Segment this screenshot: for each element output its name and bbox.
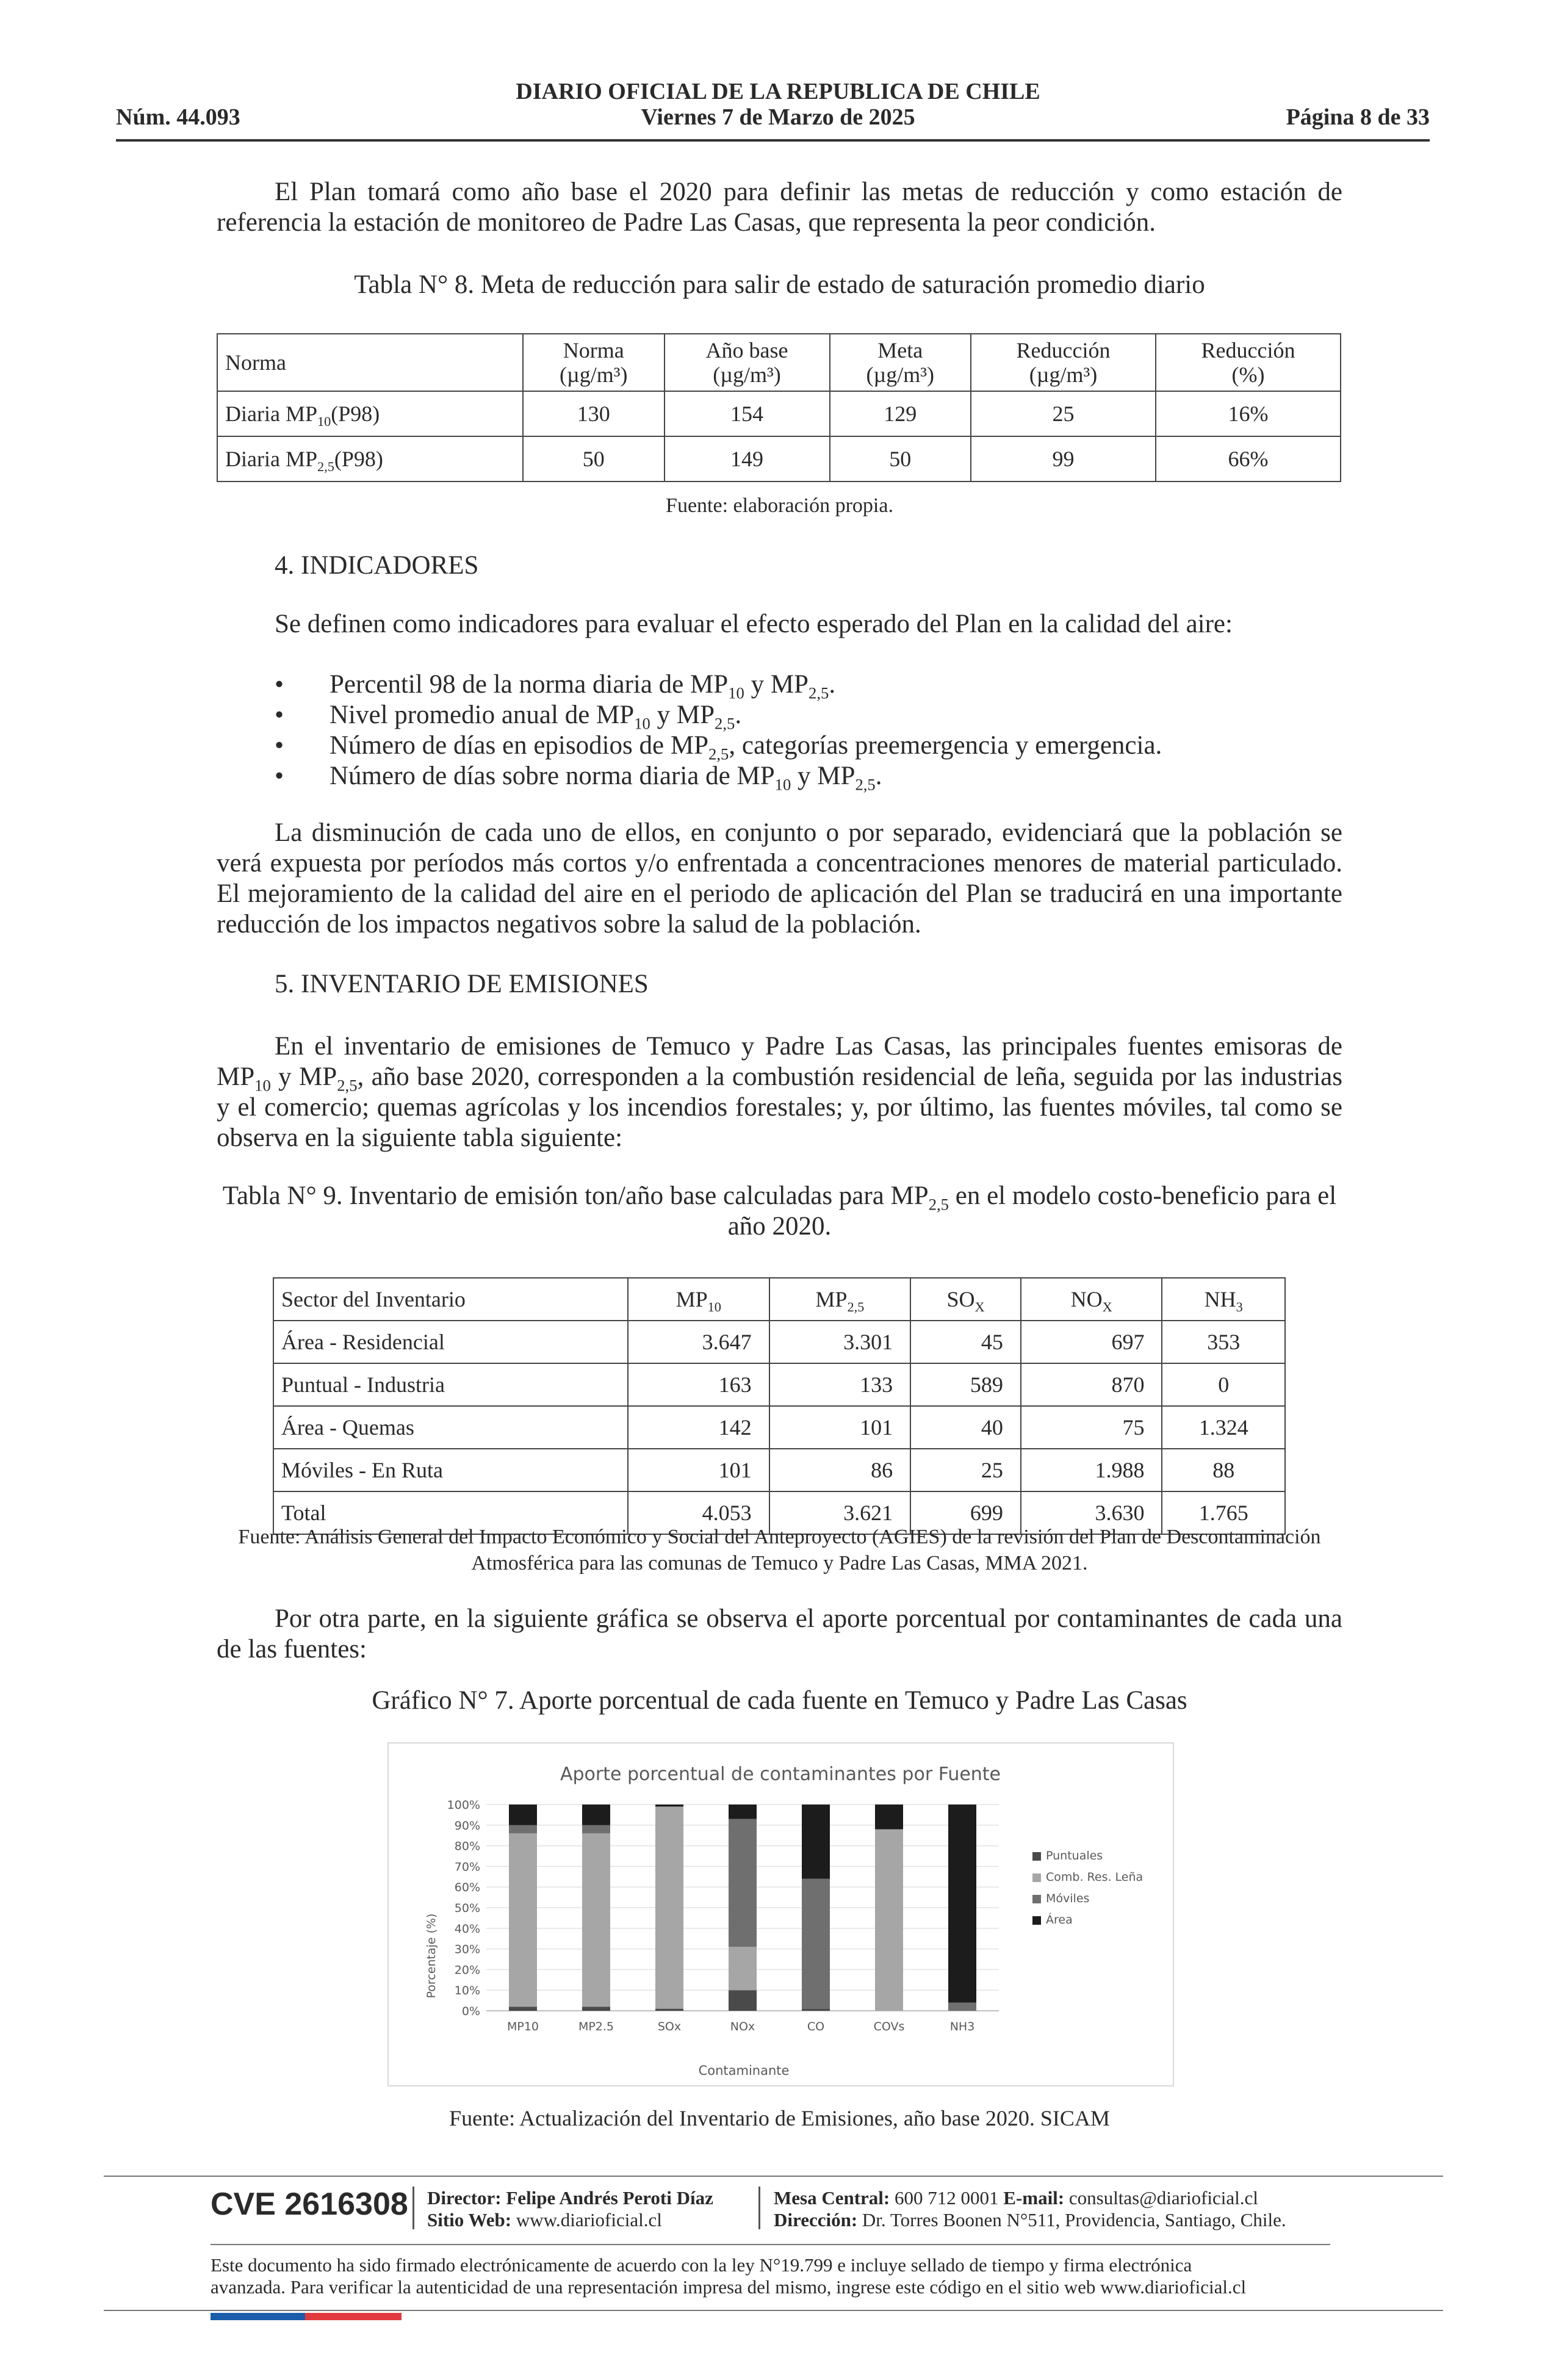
cell: 697 [1021, 1321, 1162, 1363]
bar-segment [655, 2009, 683, 2011]
cell: 589 [910, 1363, 1021, 1406]
y-tick-label: 30% [454, 1942, 480, 1956]
row-label: Diaria $MP_{2,5}(P98)$ [217, 436, 523, 481]
header-cell: $NO_X$ [1021, 1278, 1162, 1321]
bar-segment [948, 1805, 976, 2002]
cell: 86 [769, 1449, 911, 1491]
x-tick-labels [507, 2020, 974, 2033]
table8-header-reduccion: Reducción (µg/m³) [971, 334, 1156, 391]
y-tick-labels [447, 1798, 480, 2018]
y-tick-label: 40% [454, 1922, 480, 1936]
bar-segment [582, 1825, 610, 1834]
x-tick-label: COVs [873, 2020, 905, 2033]
y-tick-label: 0% [461, 2005, 480, 2018]
legend-swatch [1032, 1895, 1041, 1903]
bar-segment [655, 1806, 683, 2008]
table8-header-norma-val: Norma (µg/m³) [523, 334, 665, 391]
y-tick-label: 50% [454, 1902, 480, 1915]
y-axis-label: Porcentaje (%) [425, 1913, 438, 1999]
cell: 66% [1156, 436, 1341, 481]
bar-segment [729, 1805, 757, 1819]
footer-director-block: Director: Felipe Andrés Peroti Díaz Sitio Web: www.diarioficial.cl [427, 2187, 713, 2230]
x-tick-label: MP2.5 [578, 2020, 614, 2033]
table9-source: Fuente: Análisis General del Impacto Económico y Social del Anteproyecto (AGIES) de la revisión del Plan de Descontaminación Atmosférica para las comunas de Temuco y Padre Las Casas, MMA 2021. [238, 1526, 1321, 1574]
y-tick-label: 20% [454, 1963, 480, 1977]
cell: 130 [523, 391, 665, 436]
footer-contact-block: Mesa Central: 600 712 0001 E-mail: consultas@diarioficial.cl Dirección: Dr. Torres Boonen N°511, Providencia, Santiago, Chile. [774, 2187, 1286, 2230]
bar-segment [509, 1825, 537, 1834]
cell: 45 [910, 1321, 1021, 1363]
bar-segment [729, 1947, 757, 1990]
cell: 99 [971, 436, 1156, 481]
cell: 1.988 [1021, 1449, 1162, 1491]
table8-header-meta: Meta (µg/m³) [830, 334, 971, 391]
section4-title: 4. INDICADORES [275, 551, 479, 580]
cell: 75 [1021, 1406, 1162, 1449]
header-cell: $MP_{2,5}$ [769, 1278, 911, 1321]
section4-intro: Se definen como indicadores para evaluar el efecto esperado del Plan en la calidad del aire: [275, 610, 1233, 638]
cell: 50 [523, 436, 665, 481]
cell: Área - Residencial [273, 1321, 628, 1363]
publication-date: Viernes 7 de Marzo de 2025 [641, 104, 915, 130]
legend-label: Área [1046, 1913, 1073, 1927]
row-label: Diaria $MP_{10}(P98)$ [217, 391, 523, 436]
flag-stripe-blue [211, 2313, 305, 2320]
table9 [273, 1277, 1286, 1535]
y-tick-label: 60% [454, 1881, 480, 1895]
y-tick-label: 90% [454, 1819, 480, 1833]
footer-divider [758, 2187, 760, 2229]
cell: 163 [628, 1363, 769, 1406]
bar-segment [582, 1833, 610, 2007]
cell: 25 [971, 391, 1156, 436]
bar-segment [655, 1805, 683, 1806]
table-row [273, 1449, 1285, 1491]
cell: 40 [910, 1406, 1021, 1449]
cell: 50 [830, 436, 971, 481]
cell: 101 [769, 1406, 911, 1449]
cell: 25 [910, 1449, 1021, 1491]
list-item: • Nivel promedio anual de $MP_{10}$ y $MP_{2,5}$. [275, 700, 1342, 730]
cell: Total [273, 1491, 628, 1534]
table-row [273, 1406, 1285, 1449]
header-cell: Sector del Inventario [273, 1278, 628, 1321]
cell: 3.621 [769, 1491, 911, 1534]
x-axis-label: Contaminante [698, 2063, 790, 2078]
cell: 1.324 [1162, 1406, 1285, 1449]
chart-container [387, 1742, 1174, 2086]
x-tick-label: SOx [657, 2020, 682, 2033]
table-row [217, 391, 1341, 436]
table-row [273, 1321, 1285, 1363]
cell: 149 [665, 436, 830, 481]
bar-segment [875, 1805, 903, 1830]
cell: 4.053 [628, 1491, 769, 1534]
cell: 0 [1162, 1363, 1285, 1406]
stacked-bar-chart [389, 1744, 1173, 2085]
bar-segment [509, 1833, 537, 2007]
header-cell: $SO_X$ [910, 1278, 1021, 1321]
section4-closing: La disminución de cada uno de ellos, en conjunto o por separado, evidenciará que la población se verá expuesta por períodos más cortos y/o enfrentada a concentraciones menores de material particulado. El mejoramiento de la calidad del aire en el periodo de aplicación del Plan se traducirá en una importante reducción de los impactos negativos sobre la salud de la población. [217, 818, 1342, 939]
header-cell: $MP_{10}$ [628, 1278, 769, 1321]
table-row [217, 436, 1341, 481]
table8-caption: Tabla N° 8. Meta de reducción para salir de estado de saturación promedio diario [354, 270, 1205, 299]
chart-source: Fuente: Actualización del Inventario de Emisiones, año base 2020. SICAM [449, 2106, 1110, 2130]
legal-notice: Este documento ha sido firmado electrónicamente de acuerdo con la ley N°19.799 e incluye sellado de tiempo y firma electrónica avanzada. Para verificar la autenticidad de una representación impresa del mismo, ingrese este código en el sitio web www.diarioficial.cl [211, 2254, 1247, 2298]
x-tick-label: NOx [730, 2020, 755, 2033]
table8-source: Fuente: elaboración propia. [666, 494, 893, 517]
bar-segment [509, 2007, 537, 2011]
legend-label: Comb. Res. Leña [1046, 1870, 1144, 1884]
indicator-list [275, 669, 1342, 792]
bar-segment [875, 1830, 903, 2011]
x-tick-label: NH3 [949, 2020, 975, 2033]
cell: 870 [1021, 1363, 1162, 1406]
chart-caption: Gráfico N° 7. Aporte porcentual de cada fuente en Temuco y Padre Las Casas [372, 1686, 1187, 1715]
intro-paragraph: El Plan tomará como año base el 2020 para definir las metas de reducción y como estación de referencia la estación de monitoreo de Padre Las Casas, que representa la peor condición. [217, 178, 1342, 237]
bar-segment [802, 2009, 830, 2011]
cell: 142 [628, 1406, 769, 1449]
legend-label: Móviles [1046, 1892, 1090, 1905]
section5-title: 5. INVENTARIO DE EMISIONES [275, 970, 649, 998]
header-rule [116, 139, 1430, 142]
cell: 129 [830, 391, 971, 436]
cell: Área - Quemas [273, 1406, 628, 1449]
cell: 3.301 [769, 1321, 911, 1363]
cell: 3.647 [628, 1321, 769, 1363]
list-item: • Número de días en episodios de $MP_{2,5}$, categorías preemergencia y emergencia. [275, 730, 1342, 761]
legend-swatch [1032, 1873, 1041, 1882]
cell: 3.630 [1021, 1491, 1162, 1534]
table-row [273, 1363, 1285, 1406]
table8 [217, 333, 1341, 482]
chart-intro: Por otra parte, en la siguiente gráfica se observa el aporte porcentual por contaminantes de cada una de las fuentes: [217, 1604, 1342, 1664]
chart-title: Aporte porcentual de contaminantes por Fuente [560, 1764, 1001, 1785]
y-tick-label: 100% [447, 1798, 480, 1812]
legend-label: Puntuales [1046, 1849, 1103, 1863]
cell: 133 [769, 1363, 911, 1406]
cell: Puntual - Industria [273, 1363, 628, 1406]
cve-code: CVE 2616308 [211, 2187, 408, 2222]
table8-header-reduccion-pct: Reducción (%) [1156, 334, 1341, 391]
page-number: Página 8 de 33 [1286, 104, 1430, 130]
list-item: • Percentil 98 de la norma diaria de $MP_{10}$ y $MP_{2,5}$. [275, 669, 1342, 700]
cell: Móviles - En Ruta [273, 1449, 628, 1491]
y-tick-label: 70% [454, 1860, 480, 1874]
bar-segment [582, 2007, 610, 2011]
cell: 353 [1162, 1321, 1285, 1363]
footer-divider [412, 2187, 414, 2229]
y-tick-label: 80% [454, 1839, 480, 1853]
y-tick-label: 10% [454, 1984, 480, 1998]
issue-number: Núm. 44.093 [116, 104, 240, 130]
bar-segment [582, 1805, 610, 1825]
cell: 88 [1162, 1449, 1285, 1491]
bar-segment [802, 1805, 830, 1879]
section5-paragraph: En el inventario de emisiones de Temuco y Padre Las Casas, las principales fuentes emisoras de $MP_{10}$ y $MP_{2,5}$, año base 2020, corresponden a la combustión residencial de leña, seguida por las industrias y el comercio; quemas agrícolas y los incendios forestales; y, por último, las fuentes móviles, tal como se observa en la siguiente tabla siguiente: [217, 1032, 1342, 1152]
legend-swatch [1032, 1852, 1041, 1861]
flag-stripe-red [305, 2313, 402, 2320]
cell: 16% [1156, 391, 1341, 436]
bar-segment [729, 1819, 757, 1947]
bar-segment [729, 1990, 757, 2011]
table8-header-ano-base: Año base (µg/m³) [665, 334, 830, 391]
footer-mid-rule [211, 2244, 1330, 2245]
header-cell: $NH_3$ [1162, 1278, 1285, 1321]
cell: 101 [628, 1449, 769, 1491]
table9-caption: Tabla N° 9. Inventario de emisión ton/año base calculadas para $MP_{2,5}$ en el modelo costo-beneficio para el año 2020. [222, 1181, 1337, 1241]
bar-segment [802, 1879, 830, 2009]
x-tick-label: CO [807, 2020, 825, 2033]
cell: 699 [910, 1491, 1021, 1534]
bar-segment [509, 1805, 537, 1825]
legend [1032, 1849, 1143, 1927]
cell: 154 [665, 391, 830, 436]
table9-header-row [273, 1278, 1285, 1321]
bar-segment [948, 2002, 976, 2011]
x-tick-label: MP10 [506, 2020, 539, 2033]
cell: 1.765 [1162, 1491, 1285, 1534]
table8-header-norma: Norma [217, 334, 523, 391]
legend-swatch [1032, 1916, 1041, 1925]
footer-bottom-rule [104, 2310, 1443, 2311]
footer-top-rule [104, 2176, 1443, 2177]
publication-title: DIARIO OFICIAL DE LA REPUBLICA DE CHILE [516, 79, 1040, 104]
list-item: • Número de días sobre norma diaria de $MP_{10}$ y $MP_{2,5}$. [275, 761, 1342, 792]
